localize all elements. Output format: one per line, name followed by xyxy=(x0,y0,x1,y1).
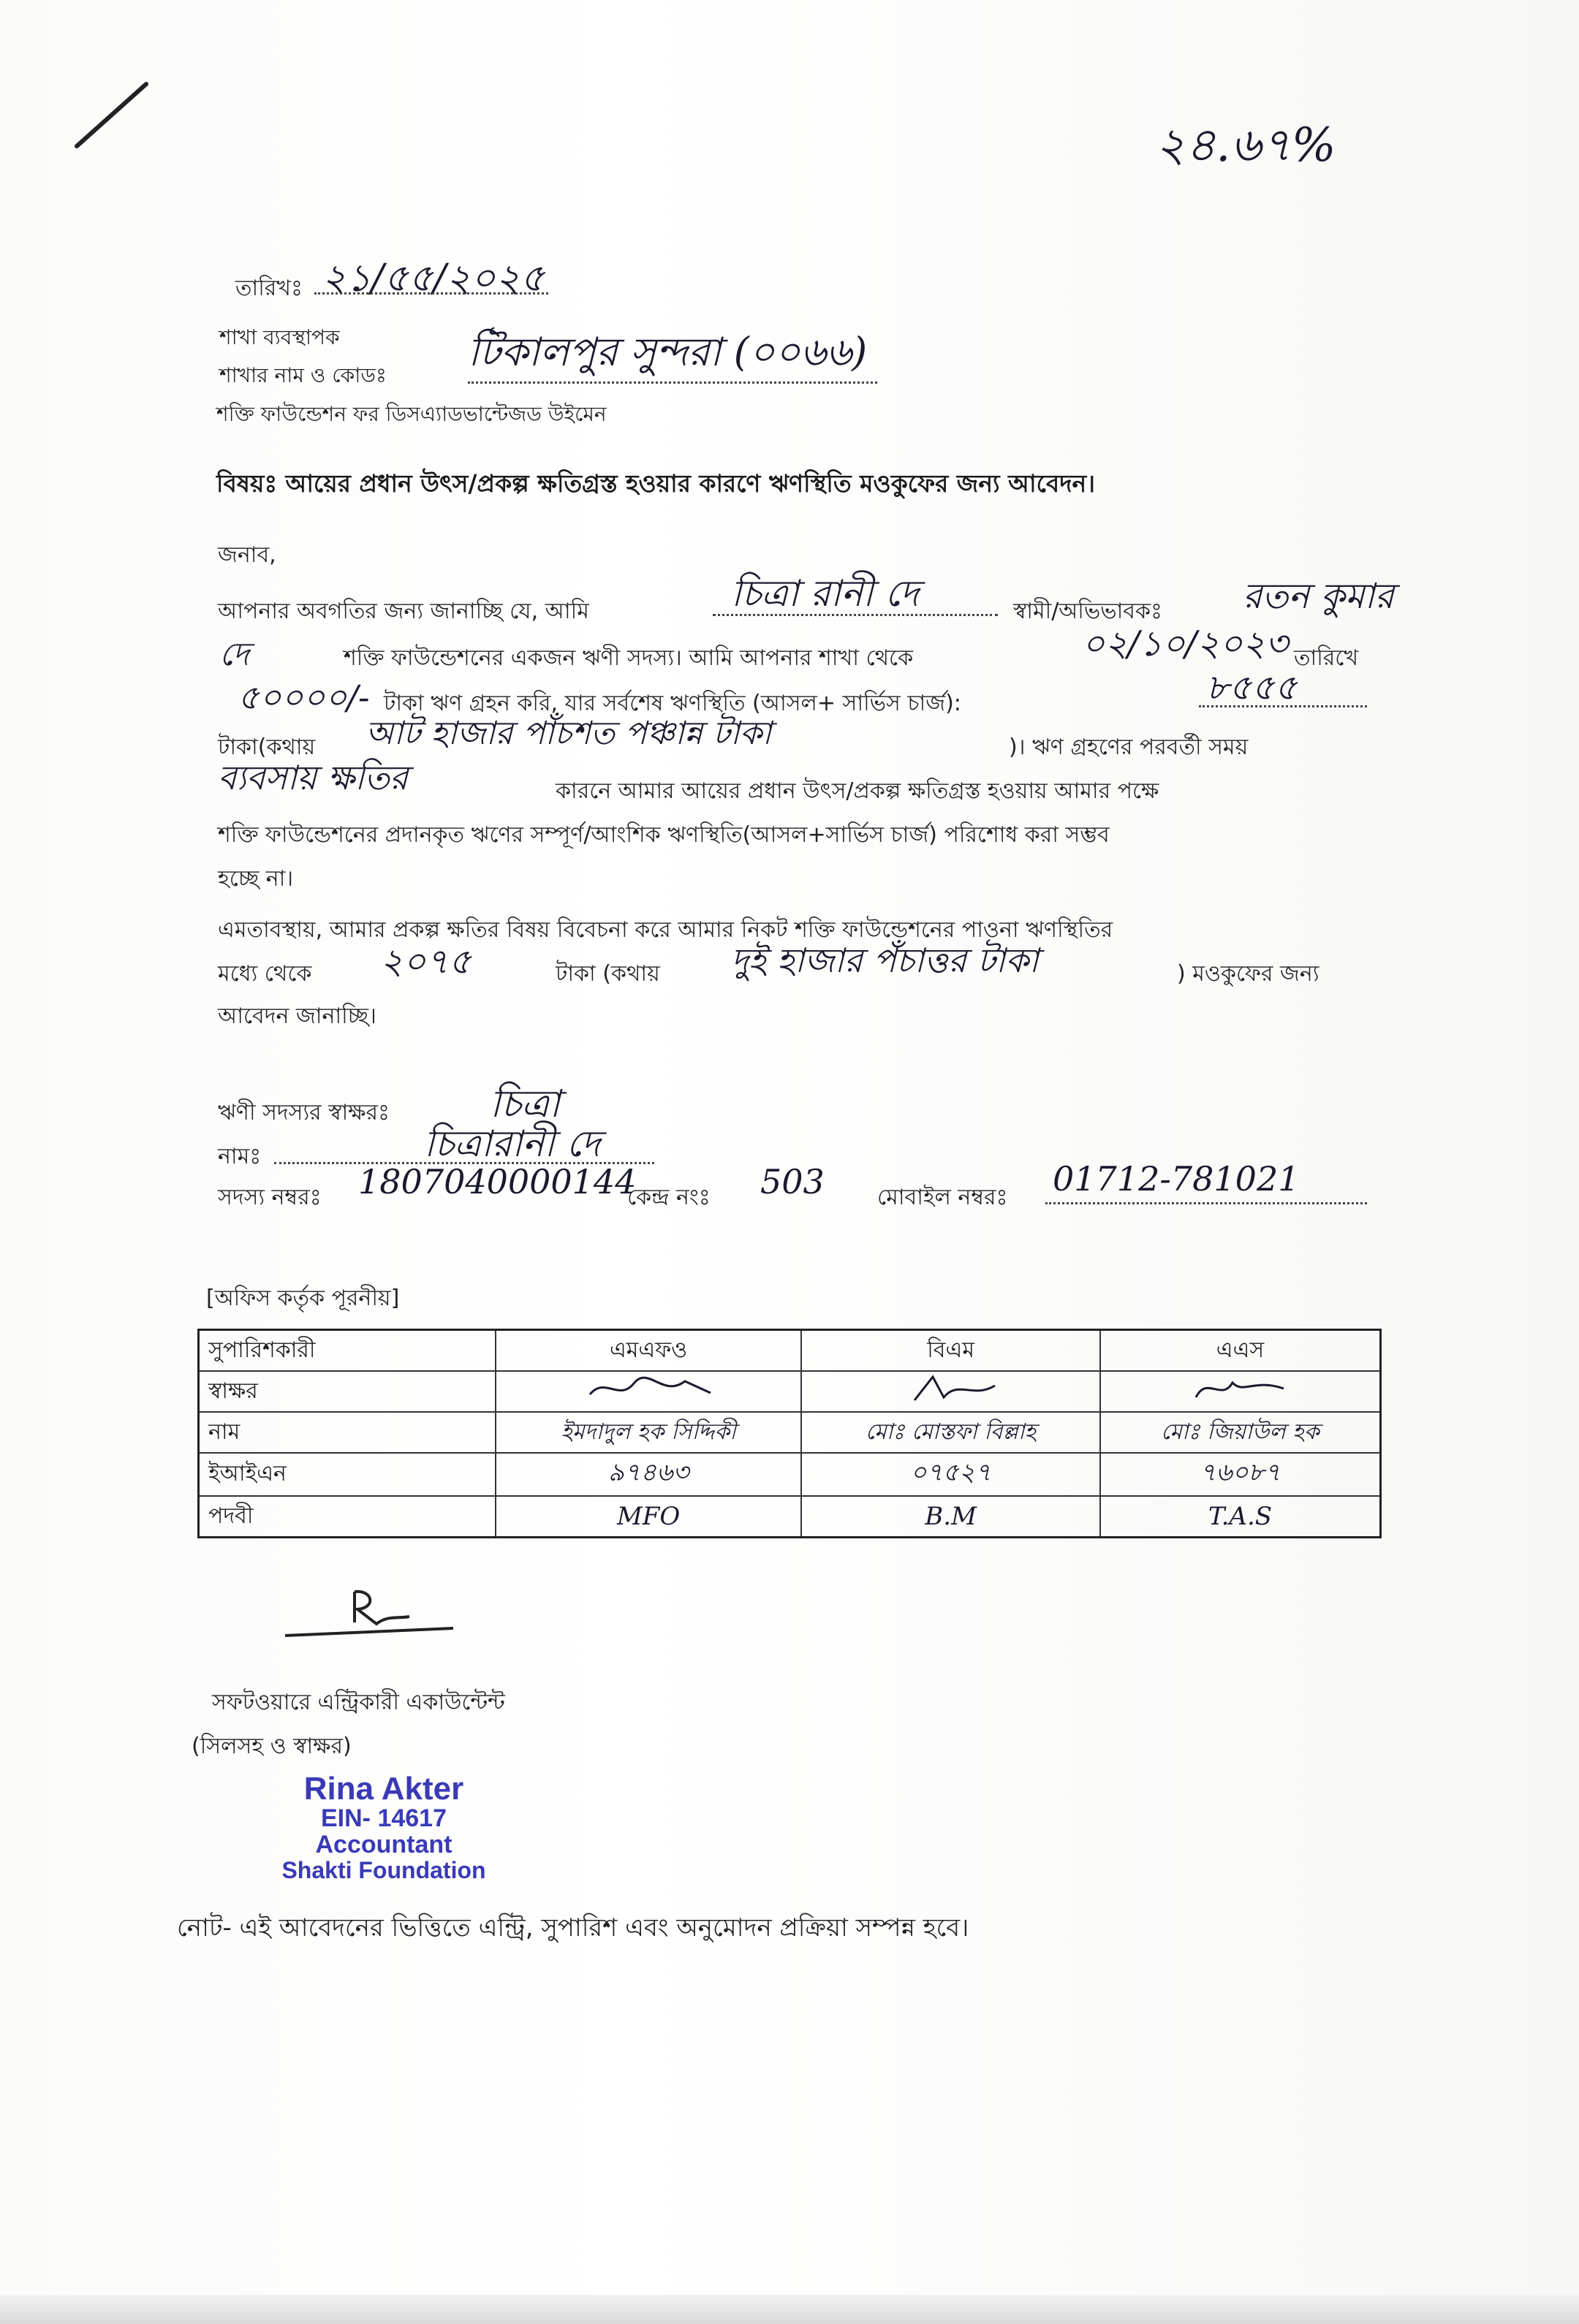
ein-cell: ৭৬০৮৭ xyxy=(1100,1453,1381,1496)
center-number-label: কেন্দ্র নংঃ xyxy=(627,1185,711,1210)
body-text-line: টাকা(কথায় xyxy=(218,734,316,760)
handwritten-signature-bm xyxy=(893,1372,1010,1405)
member-name-value: চিত্রারানী দে xyxy=(424,1123,601,1165)
body-text-line: তারিখে xyxy=(1294,645,1359,671)
branch-name-value: টিকালপুর সুন্দরা (০০৬৬) xyxy=(468,329,868,375)
accountant-signature xyxy=(281,1579,472,1652)
guardian-label: স্বামী/অভিভাবকঃ xyxy=(1013,599,1162,624)
designation-cell: MFO xyxy=(496,1496,801,1538)
table-header-cell: বিএম xyxy=(801,1330,1100,1372)
body-text-line: মধ্যে থেকে xyxy=(218,961,312,987)
table-header-row xyxy=(199,1330,1381,1372)
stamp-title: Accountant xyxy=(315,1830,453,1858)
body-text-line: আপনার অবগতির জন্য জানাচ্ছি যে, আমি xyxy=(218,599,589,624)
guardian-handwritten-cont: দে xyxy=(219,636,249,673)
body-text-line: হচ্ছে না। xyxy=(218,866,294,892)
accountant-stamp xyxy=(263,1772,504,1883)
branch-manager-label: শাখা ব্যবস্থাপক xyxy=(219,325,340,349)
ein-cell: ৯৭৪৬৩ xyxy=(496,1453,801,1496)
stamp-ein: EIN- 14617 xyxy=(321,1804,447,1833)
table-row xyxy=(199,1412,1381,1453)
member-signature-label: ঋণী সদস্যর স্বাক্ষরঃ xyxy=(218,1100,390,1125)
organization-line: শক্তি ফাউন্ডেশন ফর ডিসএ্যাডভান্টেজড উইমেন xyxy=(216,402,607,426)
table-row xyxy=(199,1371,1381,1412)
accountant-seal-label: (সিলসহ ও স্বাক্ষর) xyxy=(192,1733,352,1759)
stamp-organization: Shakti Foundation xyxy=(281,1856,486,1883)
mobile-number-label: মোবাইল নম্বরঃ xyxy=(877,1185,1008,1210)
table-header-cell: সুপারিশকারী xyxy=(199,1330,496,1372)
row-label: পদবী xyxy=(199,1496,496,1538)
member-number-label: সদস্য নম্বরঃ xyxy=(218,1185,322,1210)
handwritten-signature-mfo xyxy=(575,1372,722,1405)
waiver-words-handwritten: দুই হাজার পঁচাত্তর টাকা xyxy=(731,941,1039,980)
loan-amount-handwritten: ৫০০০০/- xyxy=(238,677,370,717)
body-text-line: শক্তি ফাউন্ডেশনের প্রদানকৃত ঋণের সম্পূর্ণ/আংশিক ঋণস্থিতি(আসল+সার্ভিস চার্জ) পরিশোধ করা সম্ভব xyxy=(218,822,1110,848)
body-text-line: শক্তি ফাউন্ডেশনের একজন ঋণী সদস্য। আমি আপনার শাখা থেকে xyxy=(344,645,914,671)
accountant-label: সফটওয়ারে এন্ট্রিকারী একাউন্টেন্ট xyxy=(212,1690,505,1715)
center-number-value: 503 xyxy=(760,1162,825,1201)
stamp-name: Rina Akter xyxy=(303,1771,464,1807)
dotted-line xyxy=(713,614,998,616)
mobile-number-value: 01712-781021 xyxy=(1053,1159,1300,1199)
designation-cell: B.M xyxy=(801,1496,1100,1538)
date-value: ২১/৫৫/২০২৫ xyxy=(322,257,545,300)
body-text-line: কারনে আমার আয়ের প্রধান উৎস/প্রকল্প ক্ষতিগ্রস্ত হওয়ায় আমার পক্ষে xyxy=(556,778,1159,804)
subject-line: বিষয়ঃ আয়ের প্রধান উৎস/প্রকল্প ক্ষতিগ্রস্ত হওয়ার কারণে ঋণস্থিতি মওকুফের জন্য আবেদন। xyxy=(216,469,1096,498)
member-name-label: নামঃ xyxy=(218,1144,262,1169)
name-cell: মোঃ মোস্তফা বিল্লাহ xyxy=(801,1412,1100,1453)
corner-percentage-note: ২৪.৬৭% xyxy=(1155,118,1336,172)
member-name-handwritten: চিত্রা রানী দে xyxy=(731,572,920,615)
body-text-line: এমতাবস্থায়, আমার প্রকল্প ক্ষতির বিষয় বিবেচনা করে আমার নিকট শক্তি ফাউন্ডেশনের পাওনা ঋণস্থিতির xyxy=(218,917,1113,943)
signature-cell xyxy=(1100,1371,1381,1412)
signature-cell xyxy=(801,1371,1100,1412)
balance-words-handwritten: আট হাজার পাঁচশত পঞ্চান্ন টাকা xyxy=(366,715,772,752)
designation-cell: T.A.S xyxy=(1100,1496,1381,1538)
date-label: তারিখঃ xyxy=(235,276,303,301)
row-label: ইআইএন xyxy=(199,1453,496,1496)
footer-note: নোট- এই আবেদনের ভিত্তিতে এন্ট্রি, সুপারিশ এবং অনুমোদন প্রক্রিয়া সম্পন্ন হবে। xyxy=(177,1913,969,1943)
row-label: নাম xyxy=(199,1412,496,1453)
name-cell: ইমদাদুল হক সিদ্দিকী xyxy=(496,1412,801,1453)
reason-handwritten: ব্যবসায় ক্ষতির xyxy=(218,758,409,797)
dotted-line xyxy=(1199,705,1367,707)
salutation: জনাব, xyxy=(218,542,276,568)
branch-dotted-line xyxy=(468,381,877,384)
signature-cell xyxy=(496,1371,801,1412)
branch-name-label: শাখার নাম ও কোডঃ xyxy=(219,363,387,387)
ein-cell: ০৭৫২৭ xyxy=(801,1453,1100,1496)
loan-date-handwritten: ০২/১০/২০২৩ xyxy=(1082,623,1288,664)
body-text-line: টাকা (কথায় xyxy=(556,961,660,987)
member-signature: চিত্রা xyxy=(490,1082,561,1126)
body-text-line: ) মওকুফের জন্য xyxy=(1177,961,1319,987)
dotted-line xyxy=(1045,1202,1367,1204)
body-text-line: টাকা ঋণ গ্রহন করি, যার সর্বশেষ ঋণস্থিতি (আসল+ সার্ভিস চার্জ): xyxy=(384,691,961,716)
waiver-amount-handwritten: ২০৭৫ xyxy=(380,941,472,982)
table-header-cell: এমএফও xyxy=(496,1330,801,1372)
body-text-line: আবেদন জানাচ্ছি। xyxy=(218,1003,376,1029)
guardian-handwritten: রতন কুমার xyxy=(1243,576,1394,617)
name-cell: মোঃ জিয়াউল হক xyxy=(1100,1412,1381,1453)
member-number-value: 1807040000144 xyxy=(358,1162,637,1201)
table-header-cell: এএস xyxy=(1100,1330,1381,1372)
handwritten-signature-as xyxy=(1181,1372,1298,1405)
balance-handwritten: ৮৫৫৫ xyxy=(1206,667,1298,708)
row-label: স্বাক্ষর xyxy=(199,1371,496,1412)
body-text-line: )। ঋণ গ্রহণের পরবর্তী সময় xyxy=(1009,734,1249,760)
page-bottom-shadow xyxy=(0,2295,1579,2324)
table-row xyxy=(199,1453,1381,1496)
office-use-label: [অফিস কর্তৃক পূরনীয়] xyxy=(206,1286,400,1311)
recommendation-table xyxy=(197,1329,1382,1538)
date-dotted-line xyxy=(314,292,548,295)
table-row xyxy=(199,1496,1381,1538)
pen-stroke-mark xyxy=(66,73,161,161)
